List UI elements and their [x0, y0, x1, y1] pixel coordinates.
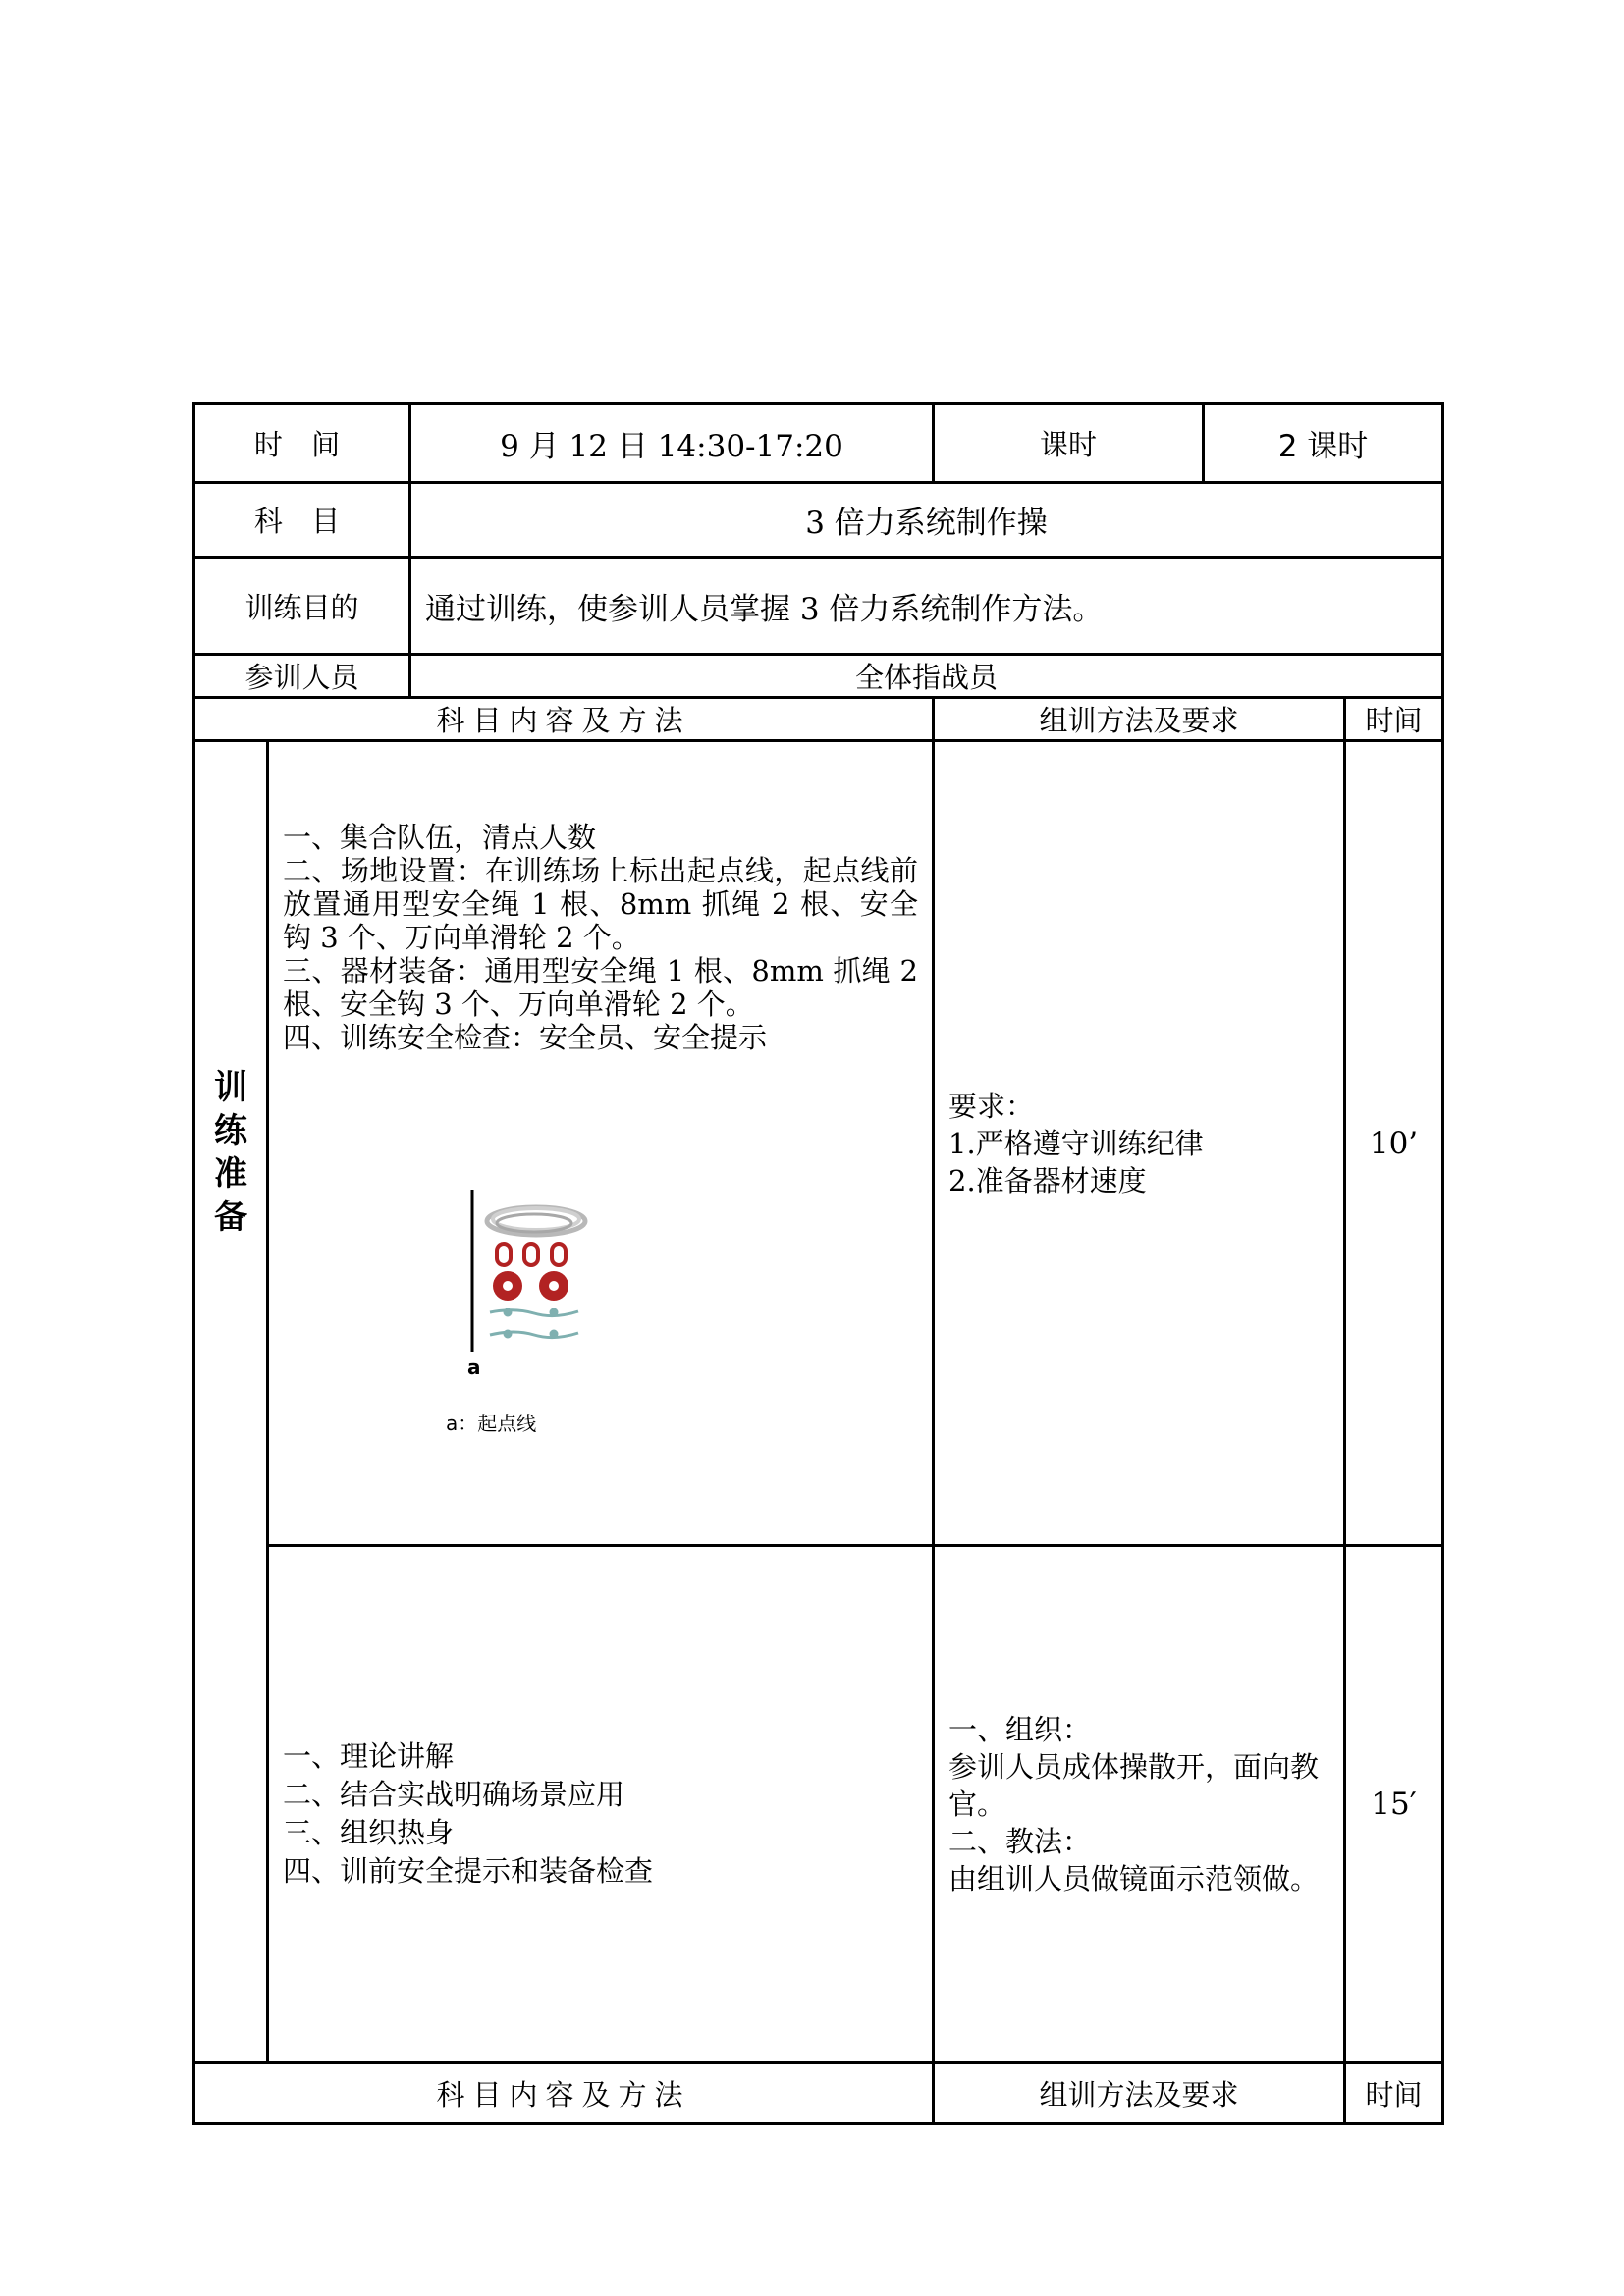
content-line: 三、组织热身: [283, 1816, 455, 1849]
method-line: 一、组织：: [948, 1713, 1092, 1746]
grab-rope-icon: [490, 1309, 578, 1338]
rope-coil-icon: [487, 1207, 585, 1235]
subject-value: 3 倍力系统制作操: [410, 483, 1443, 558]
equipment-figure: [446, 1180, 740, 1474]
prep-method-cell-1: [934, 741, 1345, 1546]
content-line: 三、器材装备：通用型安全绳 1 根、8mm 抓绳 2 根、安全钩 3 个、万向单滑轮 2 个。: [283, 954, 918, 1021]
subject-row: [194, 483, 1443, 558]
column-header-row: [194, 698, 1443, 741]
method-line: 1.严格遵守训练纪律: [948, 1126, 1204, 1160]
time-label: 时 间: [194, 404, 410, 483]
section-title-cell: [194, 741, 268, 2063]
purpose-value: 通过训练，使参训人员掌握 3 倍力系统制作方法。: [410, 558, 1443, 655]
content-line: 二、场地设置：在训练场上标出起点线，起点线前放置通用型安全绳 1 根、8mm 抓绳 2 根、安全钩 3 个、万向单滑轮 2 个。: [283, 854, 918, 954]
prep-row-1: [194, 741, 1443, 1546]
method-line: 要求：: [948, 1089, 1035, 1123]
pulley-icon: [493, 1271, 568, 1301]
column-header-row-bottom: [194, 2063, 1443, 2124]
prep-content-text-2: [269, 1718, 932, 1891]
class-hours-label: 课时: [934, 404, 1204, 483]
content-line: 四、训前安全提示和装备检查: [283, 1854, 654, 1888]
time-value: 9 月 12 日 14:30-17:20: [410, 404, 934, 483]
participants-value: 全体指战员: [410, 655, 1443, 698]
content-column-header: 科目内容及方法: [194, 698, 934, 741]
content-line: 一、理论讲解: [283, 1739, 455, 1773]
class-hours-value: 2 课时: [1204, 404, 1443, 483]
equipment-illustration: [446, 1180, 740, 1474]
section-title-char: 练: [214, 1111, 247, 1150]
purpose-label: 训练目的: [194, 558, 410, 655]
carabiner-icon: [497, 1244, 566, 1265]
section-title-char: 训: [214, 1068, 247, 1107]
prep-content-cell-2: [268, 1546, 934, 2063]
section-title-char: 备: [214, 1198, 247, 1237]
prep-method-text-2: [935, 1711, 1343, 1897]
time-column-header: 时间: [1345, 698, 1443, 741]
content-column-header-bottom: 科目内容及方法: [194, 2063, 934, 2124]
section-title-char: 准: [214, 1154, 247, 1194]
method-line: 参训人员成体操散开，面向教官。: [948, 1750, 1320, 1821]
subject-label: 科 目: [194, 483, 410, 558]
prep-time-2: 15′: [1345, 1546, 1443, 2063]
prep-method-text-1: [935, 1088, 1343, 1200]
prep-content-cell-1: [268, 741, 934, 1546]
content-line: 二、结合实战明确场景应用: [283, 1778, 625, 1811]
prep-content-text-1: [269, 742, 932, 1054]
participants-row: [194, 655, 1443, 698]
method-line: 2.准备器材速度: [948, 1163, 1147, 1198]
method-line: 二、教法：: [948, 1825, 1092, 1858]
prep-row-2: [194, 1546, 1443, 2063]
training-plan-table: [192, 402, 1444, 2125]
content-line: 一、集合队伍，清点人数: [283, 821, 597, 854]
prep-time-1: 10’: [1345, 741, 1443, 1546]
time-column-header-bottom: 时间: [1345, 2063, 1443, 2124]
method-line: 由组训人员做镜面示范领做。: [948, 1862, 1320, 1896]
section-title: [211, 742, 250, 1239]
organization-column-header: 组训方法及要求: [934, 698, 1345, 741]
time-row: [194, 404, 1443, 483]
prep-method-cell-2: [934, 1546, 1345, 2063]
participants-label: 参训人员: [194, 655, 410, 698]
organization-column-header-bottom: 组训方法及要求: [934, 2063, 1345, 2124]
content-line: 四、训练安全检查：安全员、安全提示: [283, 1021, 768, 1054]
purpose-row: [194, 558, 1443, 655]
start-line-marker: a: [467, 1356, 481, 1379]
figure-caption: a：起点线: [446, 1412, 537, 1435]
